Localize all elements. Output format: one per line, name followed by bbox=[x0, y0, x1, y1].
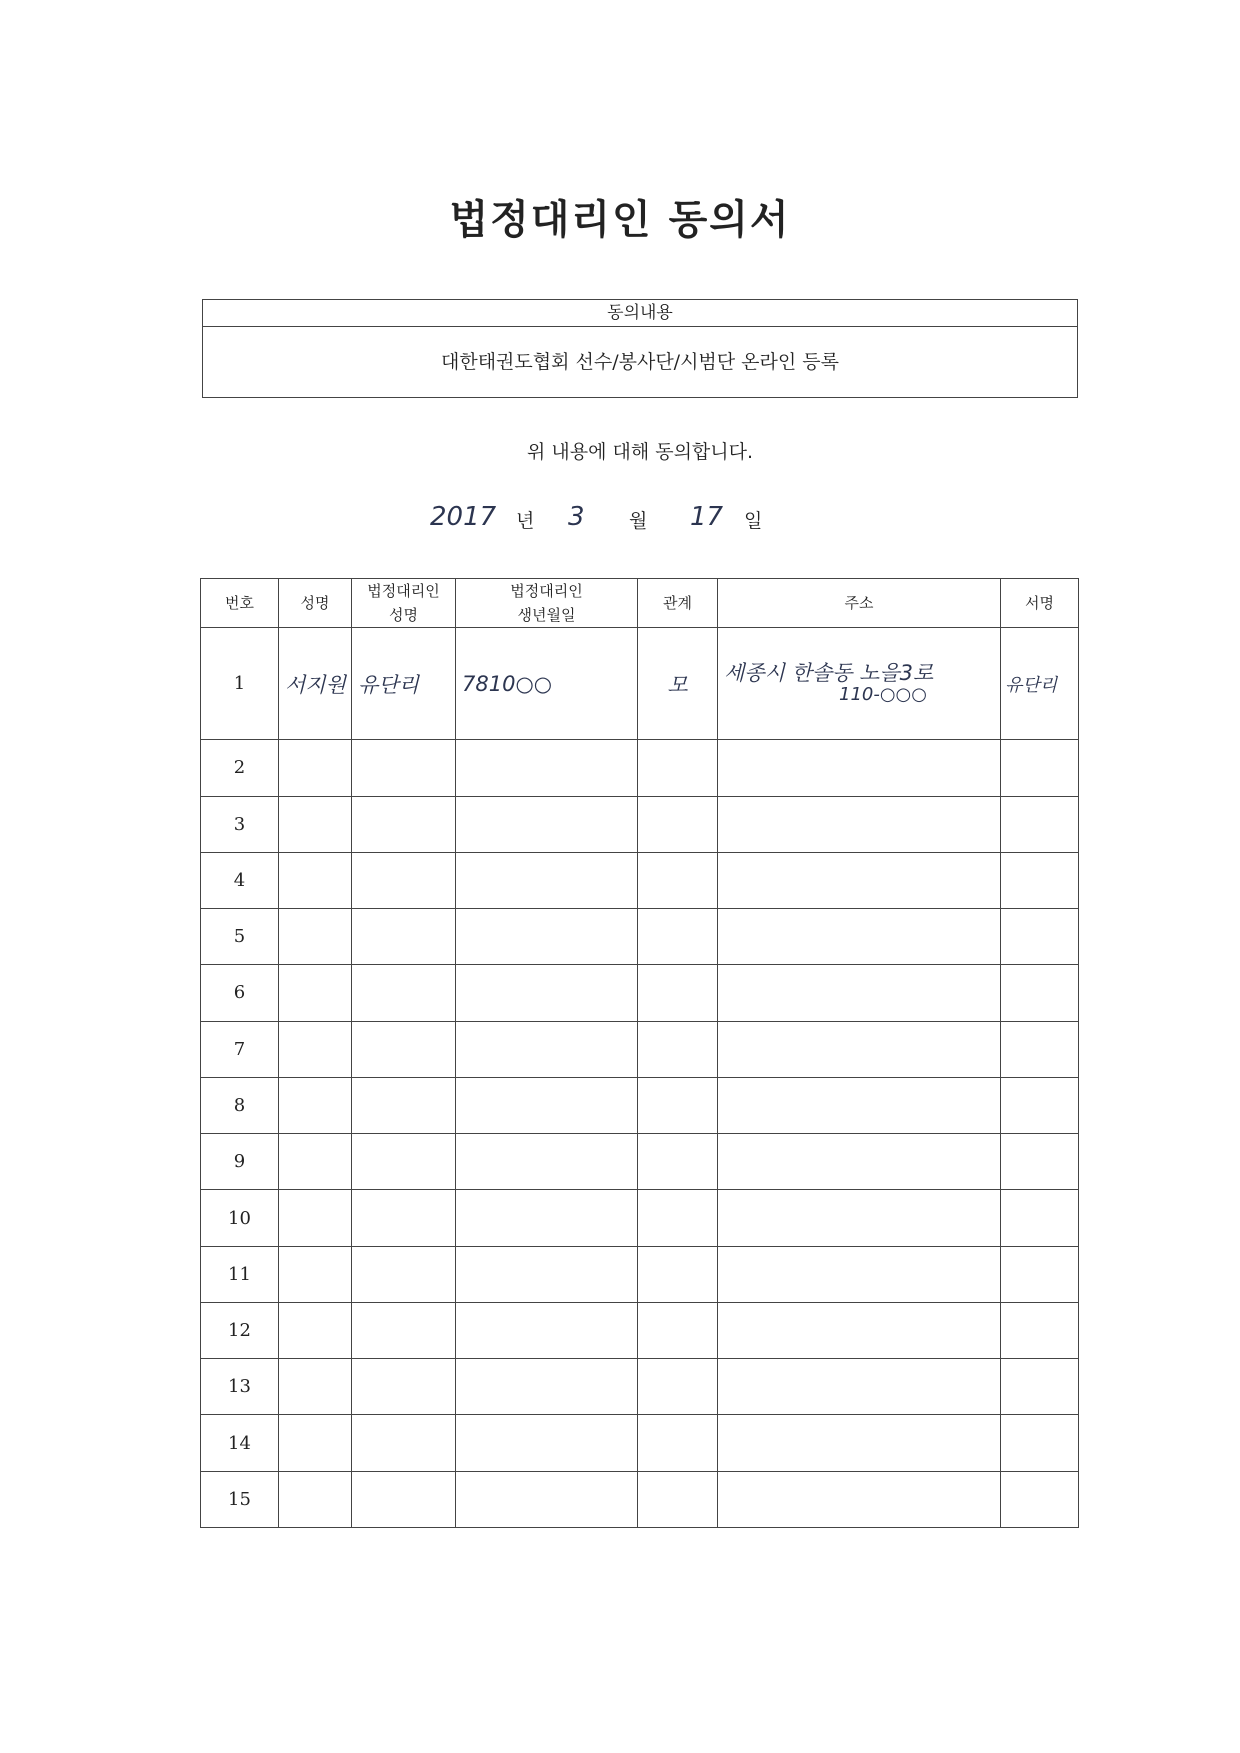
empty-cell bbox=[279, 852, 352, 908]
empty-cell bbox=[352, 909, 456, 965]
row-number: 8 bbox=[201, 1077, 279, 1133]
date-year-label: 년 bbox=[516, 510, 535, 532]
empty-cell bbox=[456, 796, 638, 852]
empty-cell bbox=[456, 1021, 638, 1077]
table-row bbox=[201, 965, 1079, 1021]
empty-cell bbox=[456, 1134, 638, 1190]
empty-cell bbox=[279, 1415, 352, 1471]
empty-cell bbox=[1001, 1190, 1079, 1246]
empty-cell bbox=[718, 852, 1001, 908]
header-number: 번호 bbox=[201, 579, 279, 628]
table-row bbox=[201, 1246, 1079, 1302]
empty-cell bbox=[718, 1077, 1001, 1133]
table-row bbox=[201, 628, 1079, 740]
empty-cell bbox=[638, 740, 718, 796]
empty-cell bbox=[1001, 1077, 1079, 1133]
empty-cell bbox=[279, 796, 352, 852]
row-number: 4 bbox=[201, 852, 279, 908]
empty-cell bbox=[279, 1190, 352, 1246]
empty-cell bbox=[638, 909, 718, 965]
empty-cell bbox=[456, 1302, 638, 1358]
empty-cell bbox=[352, 796, 456, 852]
table-row bbox=[201, 1359, 1079, 1415]
empty-cell bbox=[638, 852, 718, 908]
consent-heading: 동의내용 bbox=[203, 300, 1077, 327]
row-number: 10 bbox=[201, 1190, 279, 1246]
empty-cell bbox=[1001, 965, 1079, 1021]
table-row bbox=[201, 1077, 1079, 1133]
row-number: 1 bbox=[201, 628, 279, 740]
empty-cell bbox=[352, 1415, 456, 1471]
empty-cell bbox=[456, 1359, 638, 1415]
table-row bbox=[201, 1471, 1079, 1527]
empty-cell bbox=[638, 796, 718, 852]
empty-cell bbox=[1001, 1302, 1079, 1358]
empty-cell bbox=[279, 965, 352, 1021]
date-month-label: 월 bbox=[629, 510, 648, 532]
empty-cell bbox=[638, 1359, 718, 1415]
empty-cell bbox=[279, 1471, 352, 1527]
date-year: 2017 bbox=[430, 502, 497, 532]
table-row bbox=[201, 1134, 1079, 1190]
signature: 유단리 bbox=[1001, 628, 1079, 740]
empty-cell bbox=[456, 1415, 638, 1471]
empty-cell bbox=[638, 1415, 718, 1471]
empty-cell bbox=[1001, 1415, 1079, 1471]
empty-cell bbox=[718, 1415, 1001, 1471]
empty-cell bbox=[352, 1302, 456, 1358]
address bbox=[718, 628, 1001, 740]
table-row bbox=[201, 1415, 1079, 1471]
empty-cell bbox=[718, 740, 1001, 796]
header-signature: 서명 bbox=[1001, 579, 1079, 628]
empty-cell bbox=[279, 1246, 352, 1302]
empty-cell bbox=[352, 1190, 456, 1246]
row-number: 12 bbox=[201, 1302, 279, 1358]
address-line-1: 세종시 한솔동 노을3로 bbox=[724, 661, 934, 686]
empty-cell bbox=[718, 1190, 1001, 1246]
row-number: 13 bbox=[201, 1359, 279, 1415]
table-row bbox=[201, 1190, 1079, 1246]
table-row bbox=[201, 1021, 1079, 1077]
empty-cell bbox=[352, 1359, 456, 1415]
table-row bbox=[201, 909, 1079, 965]
empty-cell bbox=[352, 852, 456, 908]
empty-cell bbox=[1001, 1134, 1079, 1190]
header-relation: 관계 bbox=[638, 579, 718, 628]
header-name: 성명 bbox=[279, 579, 352, 628]
empty-cell bbox=[718, 965, 1001, 1021]
empty-cell bbox=[1001, 796, 1079, 852]
empty-cell bbox=[352, 1077, 456, 1133]
empty-cell bbox=[638, 1134, 718, 1190]
empty-cell bbox=[718, 1302, 1001, 1358]
guardian-name: 유단리 bbox=[352, 628, 456, 740]
empty-cell bbox=[1001, 852, 1079, 908]
empty-cell bbox=[279, 1077, 352, 1133]
student-name: 서지원 bbox=[279, 628, 352, 740]
row-number: 2 bbox=[201, 740, 279, 796]
empty-cell bbox=[1001, 740, 1079, 796]
empty-cell bbox=[1001, 1021, 1079, 1077]
empty-cell bbox=[279, 909, 352, 965]
empty-cell bbox=[638, 1246, 718, 1302]
empty-cell bbox=[718, 1134, 1001, 1190]
empty-cell bbox=[718, 1021, 1001, 1077]
empty-cell bbox=[279, 1359, 352, 1415]
page-title: 법정대리인 동의서 bbox=[449, 196, 791, 243]
row-number: 7 bbox=[201, 1021, 279, 1077]
guardian-table bbox=[200, 578, 1079, 1528]
empty-cell bbox=[456, 909, 638, 965]
empty-cell bbox=[279, 1021, 352, 1077]
empty-cell bbox=[456, 1246, 638, 1302]
empty-cell bbox=[456, 1471, 638, 1527]
row-number: 15 bbox=[201, 1471, 279, 1527]
empty-cell bbox=[279, 1134, 352, 1190]
empty-cell bbox=[638, 1190, 718, 1246]
empty-cell bbox=[638, 1471, 718, 1527]
table-header-row bbox=[201, 579, 1079, 628]
empty-cell bbox=[352, 740, 456, 796]
row-number: 14 bbox=[201, 1415, 279, 1471]
empty-cell bbox=[718, 909, 1001, 965]
empty-cell bbox=[352, 1246, 456, 1302]
date-day: 17 bbox=[690, 502, 724, 532]
table-row bbox=[201, 796, 1079, 852]
empty-cell bbox=[456, 1077, 638, 1133]
empty-cell bbox=[279, 740, 352, 796]
empty-cell bbox=[1001, 909, 1079, 965]
row-number: 3 bbox=[201, 796, 279, 852]
agreement-text: 위 내용에 대해 동의합니다. bbox=[526, 441, 754, 463]
empty-cell bbox=[1001, 1471, 1079, 1527]
empty-cell bbox=[352, 1471, 456, 1527]
empty-cell bbox=[718, 1359, 1001, 1415]
row-number: 5 bbox=[201, 909, 279, 965]
empty-cell bbox=[718, 1471, 1001, 1527]
table-row bbox=[201, 740, 1079, 796]
address-line-2: 110-○○○ bbox=[839, 684, 927, 706]
date-month: 3 bbox=[568, 502, 585, 532]
empty-cell bbox=[1001, 1246, 1079, 1302]
consent-content: 대한태권도협회 선수/봉사단/시범단 온라인 등록 bbox=[440, 351, 839, 373]
empty-cell bbox=[456, 852, 638, 908]
empty-cell bbox=[718, 796, 1001, 852]
header-address: 주소 bbox=[718, 579, 1001, 628]
empty-cell bbox=[638, 965, 718, 1021]
row-number: 9 bbox=[201, 1134, 279, 1190]
header-guardian-birth: 법정대리인 생년월일 bbox=[456, 579, 638, 628]
date-day-label: 일 bbox=[744, 510, 763, 532]
relation: 모 bbox=[638, 628, 718, 740]
empty-cell bbox=[352, 1021, 456, 1077]
guardian-birth: 7810○○ bbox=[456, 628, 638, 740]
empty-cell bbox=[352, 1134, 456, 1190]
consent-box bbox=[202, 299, 1078, 398]
empty-cell bbox=[279, 1302, 352, 1358]
header-guardian-name: 법정대리인 성명 bbox=[352, 579, 456, 628]
row-number: 6 bbox=[201, 965, 279, 1021]
empty-cell bbox=[1001, 1359, 1079, 1415]
empty-cell bbox=[638, 1021, 718, 1077]
empty-cell bbox=[352, 965, 456, 1021]
table-row bbox=[201, 852, 1079, 908]
row-number: 11 bbox=[201, 1246, 279, 1302]
empty-cell bbox=[718, 1246, 1001, 1302]
empty-cell bbox=[638, 1302, 718, 1358]
empty-cell bbox=[456, 740, 638, 796]
empty-cell bbox=[456, 965, 638, 1021]
date-row bbox=[0, 500, 1240, 550]
empty-cell bbox=[456, 1190, 638, 1246]
empty-cell bbox=[638, 1077, 718, 1133]
table-row bbox=[201, 1302, 1079, 1358]
